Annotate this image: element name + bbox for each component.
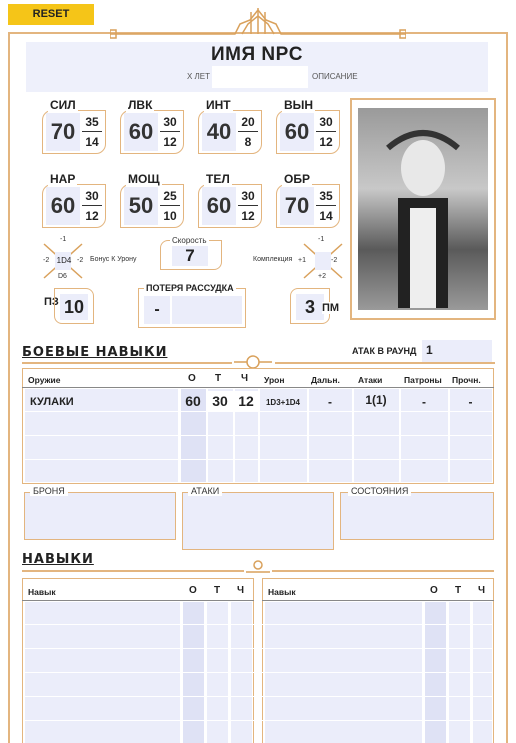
stat-label: НАР: [50, 172, 76, 186]
weapon-name[interactable]: КУЛАКИ: [30, 396, 74, 408]
col-malfunction: Прочн.: [452, 375, 481, 385]
mp-label: ПМ: [322, 302, 340, 314]
stat-value[interactable]: 70: [46, 113, 80, 151]
stat-half: 20: [238, 113, 258, 132]
skills-col-hard: Т: [214, 585, 221, 596]
skills-col-extreme: Ч: [478, 585, 486, 596]
stat-con: [276, 100, 340, 152]
skills-col-extreme: Ч: [237, 585, 245, 596]
col-hard: Т: [215, 373, 222, 384]
row-rule: [24, 648, 492, 649]
stat-value[interactable]: 60: [280, 113, 314, 151]
hp-label: ПЗ: [44, 296, 59, 308]
portrait-figure: [358, 108, 488, 310]
description-label: ОПИСАНИЕ: [312, 72, 358, 81]
row-rule: [24, 720, 492, 721]
col-damage: Урон: [264, 375, 285, 385]
stat-fifth: 14: [319, 209, 333, 223]
stat-fifth: 12: [319, 135, 333, 149]
stat-str: [42, 100, 106, 152]
stat-int: [198, 100, 262, 152]
stat-dex: [120, 100, 184, 152]
damage-bonus-left: -2: [43, 257, 50, 264]
age-field[interactable]: [212, 66, 308, 88]
stat-app: [42, 174, 106, 226]
speed-value[interactable]: 7: [172, 246, 208, 266]
header-rule: [22, 600, 254, 601]
skills-col-regular: О: [430, 585, 438, 596]
row-rule: [24, 696, 492, 697]
armor-box[interactable]: [24, 492, 176, 540]
stat-label: ТЕЛ: [206, 172, 230, 186]
attacks-per-round-label: АТАК В РАУНД: [352, 346, 417, 356]
weapon-regular[interactable]: 60: [185, 393, 201, 409]
conditions-box[interactable]: [340, 492, 494, 540]
stat-fifth: 10: [163, 209, 177, 223]
col-weapon: Оружие: [28, 375, 61, 385]
stat-edu: [276, 174, 340, 226]
stat-value[interactable]: 60: [124, 113, 158, 151]
col-extreme: Ч: [241, 373, 249, 384]
stat-label: ОБР: [284, 172, 310, 186]
skills-col-regular: О: [189, 585, 197, 596]
stat-half: 25: [160, 187, 180, 206]
stat-value[interactable]: 60: [46, 187, 80, 225]
mp-value[interactable]: 3: [296, 294, 324, 320]
row-rule: [24, 672, 492, 673]
header-ornament: [110, 6, 406, 42]
stat-half: 30: [160, 113, 180, 132]
stat-fifth: 8: [244, 135, 252, 149]
skills-col-name: Навык: [28, 587, 56, 597]
header-rule: [22, 387, 494, 388]
npc-portrait-image[interactable]: [358, 108, 488, 310]
stat-fifth: 12: [163, 135, 177, 149]
age-label: Х ЛЕТ: [186, 72, 210, 81]
row-rule: [24, 459, 492, 460]
row-rule: [24, 435, 492, 436]
stat-half: 30: [82, 187, 102, 206]
weapon-malfunction[interactable]: -: [468, 395, 473, 409]
stat-label: ЛВК: [128, 98, 153, 112]
attacks-label: АТАКИ: [188, 486, 222, 496]
col-ammo: Патроны: [404, 375, 442, 385]
damage-bonus-right: -2: [77, 257, 84, 264]
stat-value[interactable]: 60: [202, 187, 236, 225]
reset-button[interactable]: RESET: [8, 4, 94, 25]
stat-fifth: 12: [85, 209, 99, 223]
armor-label: БРОНЯ: [30, 486, 68, 496]
hp-value[interactable]: 10: [60, 294, 88, 320]
stat-value[interactable]: 50: [124, 187, 158, 225]
npc-name-field[interactable]: ИМЯ NPC: [210, 44, 304, 65]
header-rule: [262, 600, 494, 601]
skills-col-name: Навык: [268, 587, 296, 597]
stat-siz: [198, 174, 262, 226]
build-right: -2: [331, 257, 338, 264]
stat-pow: [120, 174, 184, 226]
damage-bonus-bottom: D6: [58, 273, 67, 280]
stat-half: 30: [316, 113, 336, 132]
damage-bonus-value[interactable]: 1D4: [56, 256, 72, 265]
build-label: Комплекция: [253, 256, 293, 263]
stat-half: 35: [316, 187, 336, 206]
divider-ornament: [244, 558, 272, 578]
col-regular: О: [188, 373, 196, 384]
speed-label: Скорость: [172, 236, 207, 245]
sanity-loss-label: ПОТЕРЯ РАССУДКА: [146, 283, 234, 293]
build-left: +1: [298, 257, 306, 264]
attacks-box[interactable]: [182, 492, 334, 550]
build-top: -1: [318, 236, 325, 243]
divider: [22, 570, 244, 572]
conditions-label: СОСТОЯНИЯ: [348, 486, 411, 496]
col-range: Дальн.: [311, 375, 340, 385]
build-bottom: +2: [318, 273, 326, 280]
weapon-hard: 30: [212, 393, 228, 409]
combat-title: БОЕВЫЕ НАВЫКИ: [22, 345, 168, 360]
damage-bonus-label: Бонус К Урону: [90, 256, 137, 263]
stat-fifth: 14: [85, 135, 99, 149]
damage-bonus-top: -1: [60, 236, 67, 243]
weapon-extreme: 12: [238, 393, 254, 409]
row-rule: [24, 624, 492, 625]
stat-label: МОЩ: [128, 172, 160, 186]
weapon-range[interactable]: -: [328, 395, 332, 409]
divider: [275, 362, 495, 364]
attacks-per-round-value[interactable]: 1: [422, 340, 492, 362]
stat-half: 35: [82, 113, 102, 132]
skills-title: НАВЫКИ: [22, 552, 94, 567]
weapon-ammo[interactable]: -: [422, 395, 426, 409]
stat-value[interactable]: 70: [280, 187, 314, 225]
col-attacks: Атаки: [358, 375, 383, 385]
sanity-loss-success[interactable]: -: [144, 296, 170, 324]
divider: [272, 570, 494, 572]
stat-half: 30: [238, 187, 258, 206]
skills-col-hard: Т: [455, 585, 462, 596]
stat-label: ИНТ: [206, 98, 231, 112]
weapon-damage[interactable]: 1D3+1D4: [265, 398, 301, 407]
stat-fifth: 12: [241, 209, 255, 223]
weapon-attacks[interactable]: 1(1): [365, 393, 387, 407]
row-rule: [24, 411, 492, 412]
stat-label: СИЛ: [50, 98, 76, 112]
sanity-loss-failure[interactable]: [172, 296, 242, 324]
divider: [22, 362, 232, 364]
stat-label: ВЫН: [284, 98, 314, 112]
stat-value[interactable]: 40: [202, 113, 236, 151]
